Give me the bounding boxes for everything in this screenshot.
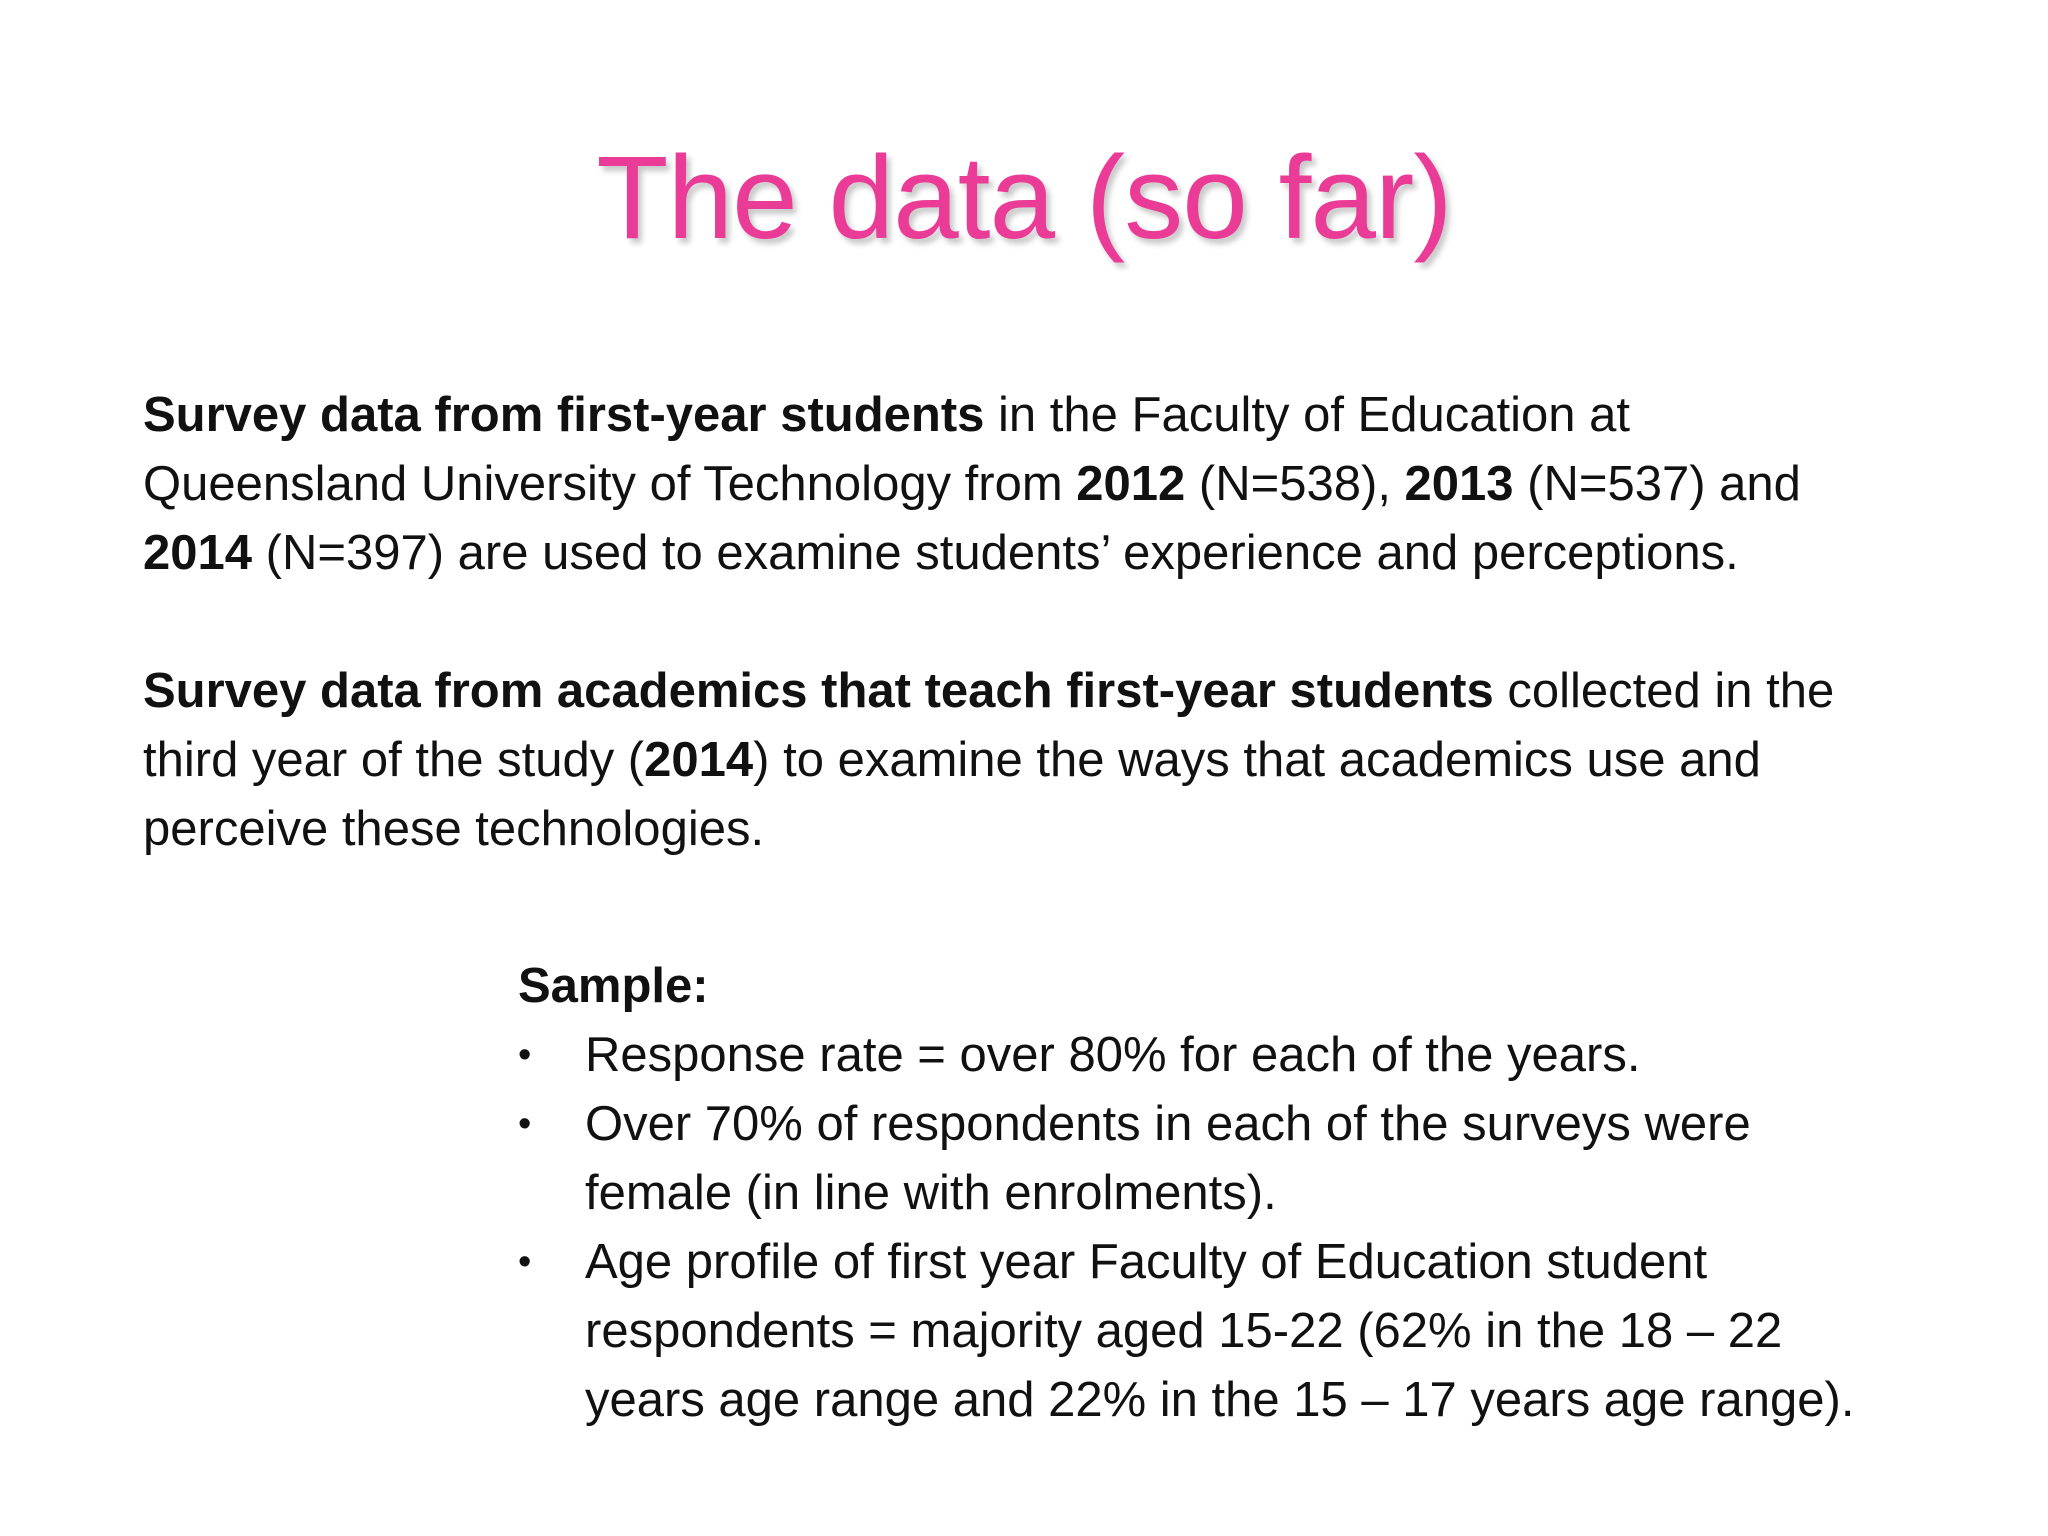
student-survey-paragraph [143, 381, 1943, 588]
year-2012: 2012 [1076, 457, 1186, 511]
text-run: (N=538), [1185, 457, 1405, 511]
bold-phrase: Survey data from first-year students [143, 388, 985, 442]
bullet-line: respondents = majority aged 15-22 (62% in the 18 – 22 [585, 1304, 1783, 1358]
bullet-icon: • [518, 1241, 532, 1283]
academic-survey-paragraph [143, 657, 1943, 864]
bullet-line: Age profile of first year Faculty of Education student [585, 1235, 1708, 1289]
sample-bullet-list [518, 1021, 1978, 1435]
bold-phrase: Survey data from academics that teach first-year students [143, 664, 1494, 718]
bullet-line: Response rate = over 80% for each of the years. [585, 1028, 1641, 1082]
bullet-line: female (in line with enrolments). [585, 1166, 1277, 1220]
text-run: Queensland University of Technology from [143, 457, 1077, 511]
text-run: (N=537) and [1513, 457, 1801, 511]
text-run: third year of the study ( [143, 733, 645, 787]
paragraph-line [143, 381, 1943, 450]
paragraph-line [143, 657, 1943, 726]
bullet-item [518, 1090, 1978, 1228]
bullet-line: years age range and 22% in the 15 – 17 years age range). [585, 1373, 1855, 1427]
sample-heading: Sample: [518, 959, 709, 1013]
text-run: collected in the [1493, 664, 1835, 718]
bullet-item [518, 1228, 1978, 1435]
slide-title: The data (so far) [596, 132, 1452, 264]
text-run: (N=397) are used to examine students’ experience and perceptions. [252, 526, 1739, 580]
paragraph-line [143, 519, 1943, 588]
paragraph-line [143, 726, 1943, 795]
text-run: in the Faculty of Education at [984, 388, 1630, 442]
bullet-icon: • [518, 1034, 532, 1076]
year-2014: 2014 [644, 733, 754, 787]
year-2013: 2013 [1404, 457, 1514, 511]
bullet-item [518, 1021, 1978, 1090]
text-run: ) to examine the ways that academics use and [753, 733, 1761, 787]
paragraph-line [143, 450, 1943, 519]
paragraph-line: perceive these technologies. [143, 802, 765, 856]
bullet-icon: • [518, 1103, 532, 1145]
bullet-line: Over 70% of respondents in each of the surveys were [585, 1097, 1751, 1151]
year-2014: 2014 [143, 526, 253, 580]
sample-section [518, 952, 1978, 1435]
